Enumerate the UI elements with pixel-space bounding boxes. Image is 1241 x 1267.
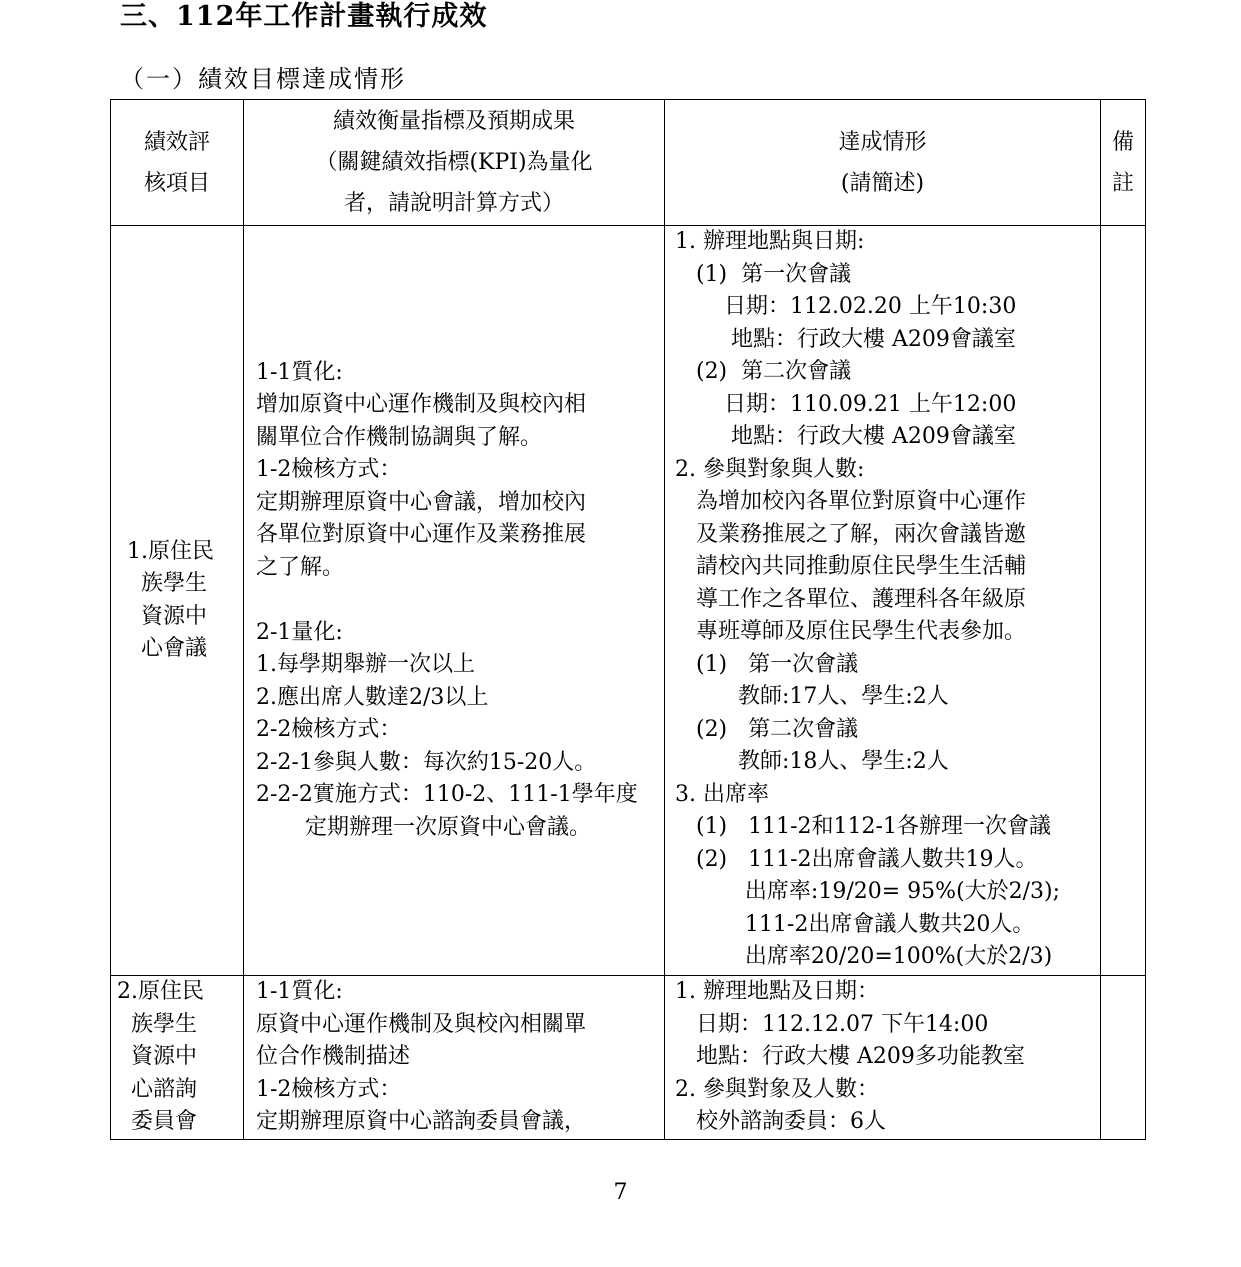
cell-line: 1-2檢核方式： bbox=[256, 457, 402, 483]
cell-line: 1-1質化: bbox=[256, 979, 343, 1004]
table-row bbox=[111, 226, 1146, 976]
cell-line: (2) 111-2出席會議人數共19人。 bbox=[675, 846, 1038, 872]
cell-line: 導工作之各單位、護理科各年級原 bbox=[675, 586, 1026, 612]
header-item: 績效評 核項目 bbox=[111, 100, 244, 226]
cell-line: 定期辦理一次原資中心會議。 bbox=[256, 814, 591, 840]
cell-line: (2) 第二次會議 bbox=[675, 716, 859, 742]
page-number: 7 bbox=[613, 1180, 628, 1205]
achievement-cell bbox=[665, 976, 1101, 1140]
cell-line: 1-1質化: bbox=[256, 359, 343, 385]
achievement-cell bbox=[665, 226, 1101, 976]
cell-line: 出席率20/20=100%(大於2/3) bbox=[675, 944, 1053, 969]
cell-line: 出席率:19/20= 95%(大於2/3); bbox=[675, 879, 1061, 904]
cell-line: 族學生 bbox=[117, 1011, 197, 1037]
cell-line: 2. 參與對象與人數: bbox=[675, 456, 865, 482]
cell-line: 111-2出席會議人數共20人。 bbox=[675, 911, 1035, 937]
header-indicator: 績效衡量指標及預期成果 （關鍵績效指標(KPI)為量化 者，請說明計算方式） bbox=[244, 100, 665, 226]
achievement-lines bbox=[675, 976, 1100, 1139]
item-cell bbox=[111, 976, 244, 1140]
header-row bbox=[111, 100, 1146, 226]
cell-line bbox=[256, 584, 664, 617]
cell-line: 及業務推展之了解，兩次會議皆邀 bbox=[675, 521, 1026, 547]
item-cell bbox=[111, 226, 244, 976]
cell-line: (2) 第二次會議 bbox=[675, 359, 852, 384]
cell-line: 日期：112.02.20 上午10:30 bbox=[675, 294, 1017, 319]
indicator-lines bbox=[256, 357, 664, 845]
cell-line: 1.原住民 bbox=[127, 538, 214, 564]
cell-line: 地點：行政大樓 A209會議室 bbox=[675, 326, 1016, 352]
cell-line: 2. 參與對象及人數： bbox=[675, 1076, 879, 1102]
cell-line: 2.應出席人數達2/3以上 bbox=[256, 684, 489, 710]
cell-line: 1. 辦理地點及日期： bbox=[675, 979, 879, 1004]
cell-line: 1-2檢核方式： bbox=[256, 1076, 402, 1102]
cell-line: 地點：行政大樓 A209多功能教室 bbox=[675, 1044, 1025, 1069]
cell-line: 教師:17人、學生:2人 bbox=[675, 684, 949, 709]
cell-line: 2.原住民 bbox=[117, 979, 204, 1004]
cell-line: 日期：110.09.21 上午12:00 bbox=[675, 391, 1017, 417]
cell-line: 資源中 bbox=[127, 603, 207, 629]
cell-line: 定期辦理原資中心會議，增加校內 bbox=[256, 489, 587, 515]
cell-line: 原資中心運作機制及與校內相關單 bbox=[256, 1011, 587, 1037]
cell-line: 1.每學期舉辦一次以上 bbox=[256, 652, 475, 678]
cell-line: 各單位對原資中心運作及業務推展 bbox=[256, 522, 587, 548]
cell-line: 心諮詢 bbox=[117, 1076, 197, 1102]
header-remark: 備 註 bbox=[1101, 100, 1146, 226]
cell-line: 增加原資中心運作機制及與校內相 bbox=[256, 392, 587, 418]
cell-line: 專班導師及原住民學生代表參加。 bbox=[675, 619, 1026, 644]
cell-line: 委員會 bbox=[117, 1109, 197, 1134]
remark-cell bbox=[1101, 976, 1146, 1140]
cell-line: 2-2-2實施方式：110-2、111-1學年度 bbox=[256, 782, 638, 808]
cell-line: (1) 第一次會議 bbox=[675, 261, 852, 287]
achievement-lines bbox=[675, 226, 1100, 974]
sub-title: （一）績效目標達成情形 bbox=[120, 65, 406, 93]
indicator-lines bbox=[256, 976, 664, 1139]
item-lines bbox=[111, 536, 243, 666]
performance-table bbox=[110, 99, 1146, 1140]
cell-line: 2-2檢核方式： bbox=[256, 717, 402, 743]
cell-line: 關單位合作機制協調與了解。 bbox=[256, 424, 543, 450]
cell-line: 日期：112.12.07 下午14:00 bbox=[675, 1011, 989, 1037]
remark-cell bbox=[1101, 226, 1146, 976]
cell-line: (1) 111-2和112-1各辦理一次會議 bbox=[675, 814, 1051, 839]
cell-line: 3. 出席率 bbox=[675, 781, 769, 807]
cell-line: 位合作機制描述 bbox=[256, 1044, 411, 1069]
cell-line: 地點：行政大樓 A209會議室 bbox=[675, 424, 1016, 449]
cell-line: 請校內共同推動原住民學生生活輔 bbox=[675, 554, 1026, 579]
header-achievement: 達成情形 (請簡述) bbox=[665, 100, 1101, 226]
section-title: 三、112年工作計畫執行成效 bbox=[120, 1, 488, 32]
table-row bbox=[111, 976, 1146, 1140]
cell-line: (1) 第一次會議 bbox=[675, 651, 859, 677]
indicator-cell bbox=[244, 226, 665, 976]
cell-line: 教師:18人、學生:2人 bbox=[675, 749, 949, 774]
cell-line: 資源中 bbox=[117, 1044, 197, 1069]
cell-line: 1. 辦理地點與日期: bbox=[675, 229, 865, 254]
cell-line: 2-2-1參與人數：每次約15-20人。 bbox=[256, 749, 597, 775]
cell-line: 為增加校內各單位對原資中心運作 bbox=[675, 489, 1026, 514]
cell-line: 之了解。 bbox=[256, 554, 345, 580]
cell-line: 2-1量化: bbox=[256, 619, 343, 645]
cell-line: 心會議 bbox=[127, 636, 207, 661]
cell-line: 校外諮詢委員：6人 bbox=[675, 1109, 886, 1134]
cell-line: 定期辦理原資中心諮詢委員會議， bbox=[256, 1109, 587, 1134]
item-lines bbox=[111, 976, 243, 1139]
cell-line: 族學生 bbox=[127, 571, 207, 596]
indicator-cell bbox=[244, 976, 665, 1140]
